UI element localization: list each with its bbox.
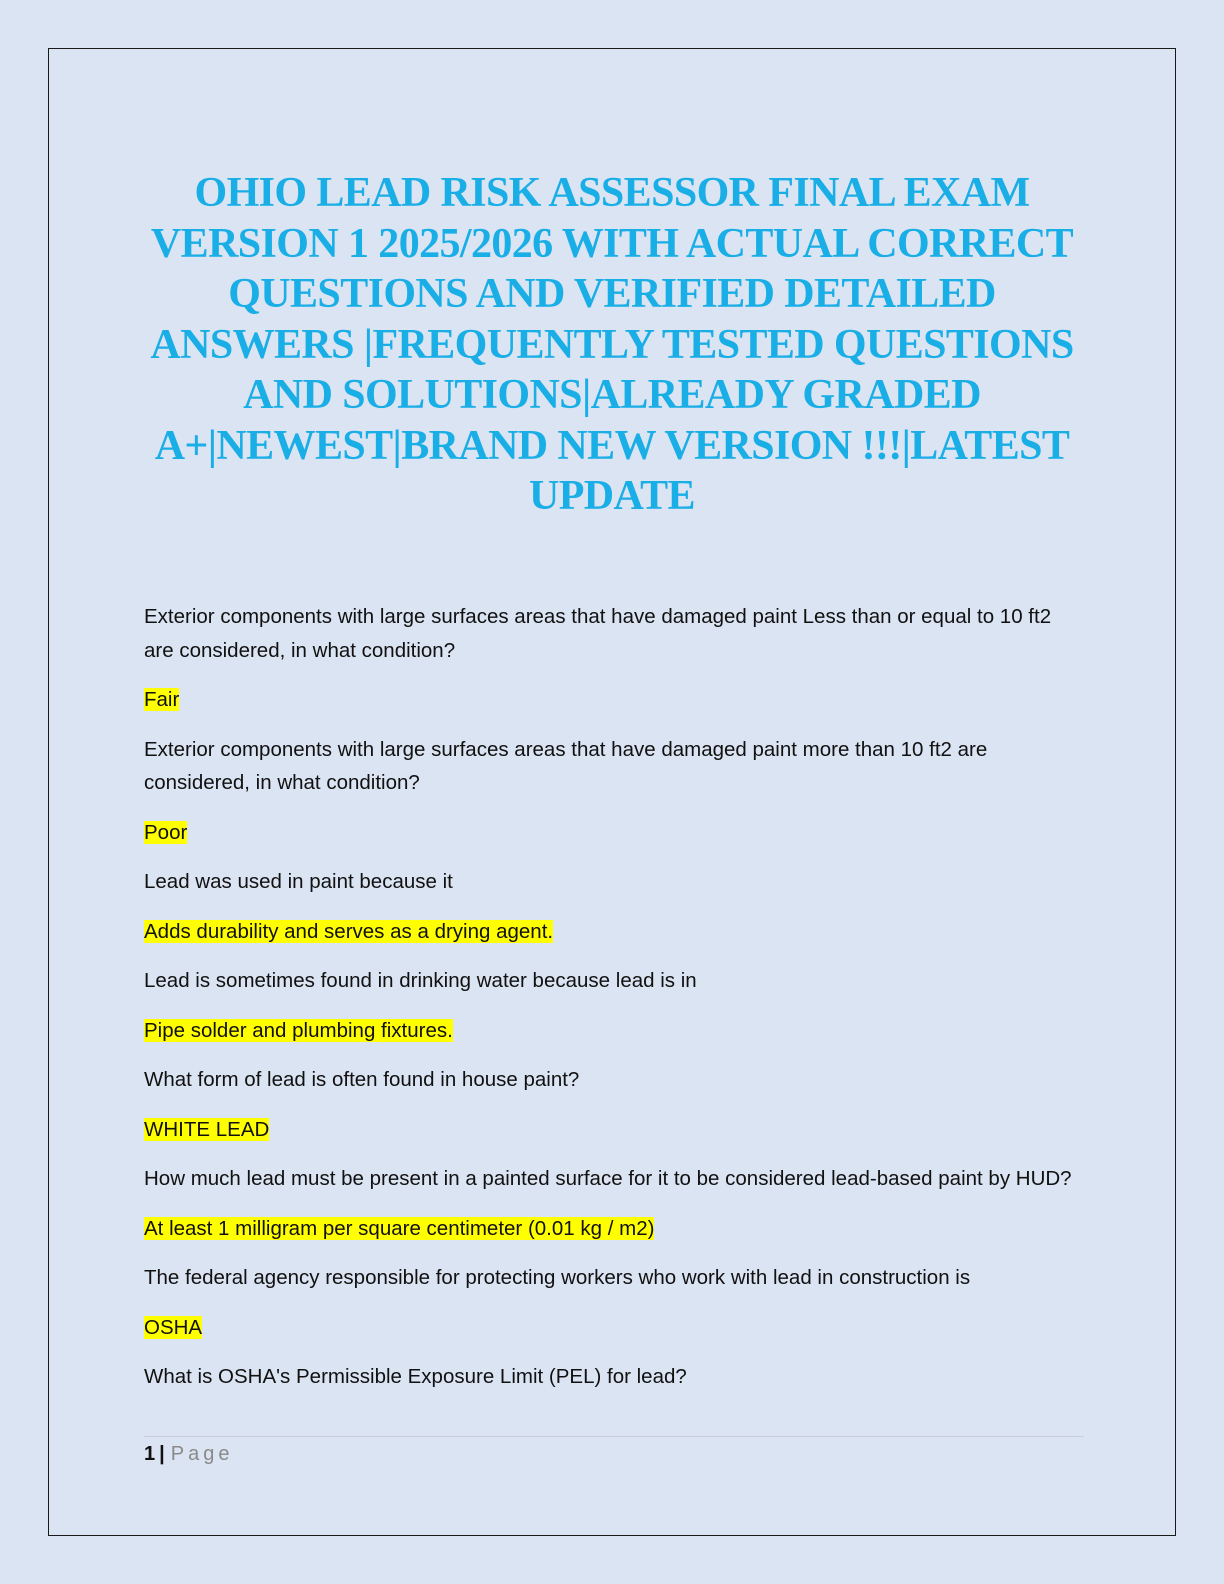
qa-content xyxy=(144,600,1084,1410)
qa-item xyxy=(144,964,1084,998)
page-footer xyxy=(144,1441,233,1467)
qa-item xyxy=(144,733,1084,800)
answer-text: Pipe solder and plumbing fixtures. xyxy=(144,1018,453,1042)
qa-item xyxy=(144,1162,1084,1196)
page-label: Page xyxy=(170,1443,234,1465)
question-text: What form of lead is often found in house paint? xyxy=(144,1068,580,1091)
answer-text: Adds durability and serves as a drying agent. xyxy=(144,919,554,943)
qa-item xyxy=(144,1063,1084,1097)
question-text: Exterior components with large surfaces areas that have damaged paint Less than or equal to 10 ft2 are considered, in what condition? xyxy=(144,605,1052,662)
qa-item xyxy=(144,1113,1084,1147)
question-text: Lead was used in paint because it xyxy=(144,870,453,893)
question-text: The federal agency responsible for protecting workers who work with lead in construction is xyxy=(144,1266,971,1289)
answer-text: Fair xyxy=(144,688,180,711)
question-text: What is OSHA's Permissible Exposure Limit (PEL) for lead? xyxy=(144,1365,687,1388)
footer-divider xyxy=(144,1436,1084,1437)
qa-item xyxy=(144,915,1084,949)
page-number: 1 xyxy=(144,1443,156,1465)
qa-item xyxy=(144,1360,1084,1394)
qa-item xyxy=(144,1212,1084,1246)
qa-item xyxy=(144,865,1084,899)
question-text: How much lead must be present in a painted surface for it to be considered lead-based paint by HUD? xyxy=(144,1167,1072,1190)
qa-item xyxy=(144,1261,1084,1295)
question-text: Lead is sometimes found in drinking water because lead is in xyxy=(144,969,697,992)
qa-item xyxy=(144,816,1084,850)
qa-item xyxy=(144,1014,1084,1048)
answer-text: At least 1 milligram per square centimeter (0.01 kg / m2) xyxy=(144,1216,655,1240)
qa-item xyxy=(144,1311,1084,1345)
question-text: Exterior components with large surfaces areas that have damaged paint more than 10 ft2 are considered, in what condition? xyxy=(144,737,988,794)
qa-item xyxy=(144,683,1084,717)
answer-text: WHITE LEAD xyxy=(144,1117,270,1141)
qa-item xyxy=(144,600,1084,667)
answer-text: Poor xyxy=(144,820,188,844)
document-title: OHIO LEAD RISK ASSESSOR FINAL EXAM VERSION 1 2025/2026 WITH ACTUAL CORRECT QUESTIONS AND VERIFIED DETAILED ANSWERS |FREQUENTLY TESTED QUESTIONS AND SOLUTIONS|ALREADY GRADED A+|NEWEST|BRAND NEW VERSION !!!|LATEST UPDATE xyxy=(150,170,1074,519)
answer-text: OSHA xyxy=(144,1315,203,1339)
footer-separator: | xyxy=(159,1443,165,1465)
